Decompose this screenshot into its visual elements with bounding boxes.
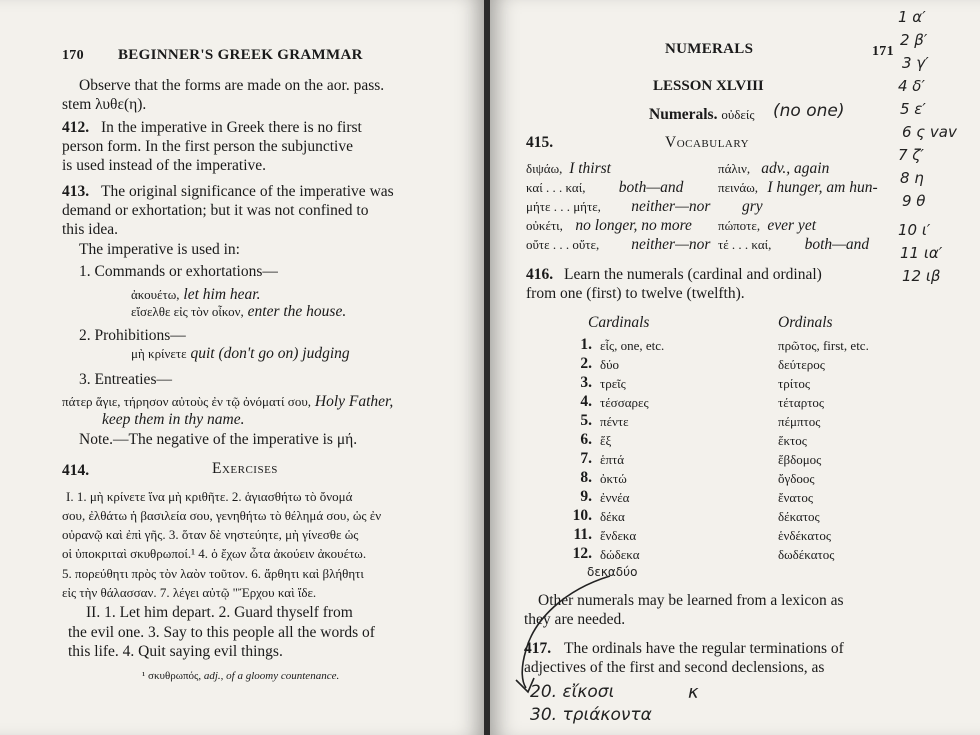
- right-page: [490, 0, 980, 735]
- section-number: 413.: [62, 183, 90, 200]
- lesson-title: LESSON XLVIII: [653, 78, 764, 94]
- numeral-index: 9.: [580, 488, 592, 505]
- handwritten-note: 30. τριάκοντα: [530, 705, 652, 725]
- section-number: 414.: [62, 462, 90, 479]
- vocab-greek: καί . . . καί,: [526, 180, 586, 195]
- vocab-translation: adv., again: [761, 160, 830, 177]
- note: Note.—The negative of the imperative is μή.: [79, 431, 358, 448]
- paragraph-line: they are needed.: [524, 611, 626, 628]
- translation: let him hear.: [183, 286, 261, 303]
- ordinal: τρίτος: [778, 376, 811, 391]
- cardinal: δώδεκα: [600, 547, 640, 562]
- subject-line: [649, 106, 755, 124]
- exercise-line: οὐρανῷ καὶ ἐπὶ γῆς. 3. ὅταν δὲ νηστεύητε, μὴ γίνεσθε ὡς: [62, 527, 359, 542]
- numeral-index: 7.: [580, 450, 592, 467]
- margin-numeral-note: 12 ιβ: [902, 267, 941, 285]
- margin-numeral-note: 2 β′: [900, 31, 928, 49]
- running-head: BEGINNER'S GREEK GRAMMAR: [118, 47, 363, 63]
- list-item: 3. Entreaties—: [79, 371, 172, 388]
- vocab-greek: τέ . . . καί,: [718, 237, 772, 252]
- paragraph-line: this idea.: [62, 221, 118, 238]
- ordinal: ἕκτος: [778, 433, 807, 448]
- ordinal: δεύτερος: [778, 357, 825, 372]
- list-item: 2. Prohibitions—: [79, 327, 186, 344]
- ordinal: πέμπτος: [778, 414, 821, 429]
- page-number: 171: [872, 44, 894, 59]
- cardinal: ἐννέα: [600, 490, 630, 505]
- greek-text: οὐδείς: [721, 107, 755, 122]
- intro-line: Observe that the forms are made on the aor. pass.: [79, 77, 385, 94]
- ordinal: δέκατος: [778, 509, 820, 524]
- vocab-greek: οὔτε . . . οὔτε,: [526, 237, 600, 252]
- exercise-line: II. 1. Let him depart. 2. Guard thyself from: [86, 604, 353, 621]
- vocab-translation: I hunger, am hun-: [767, 179, 878, 196]
- vocab-greek: πάλιν,: [718, 161, 751, 176]
- section-number: 417.: [524, 640, 552, 657]
- cardinal: εἷς, one, etc.: [600, 338, 665, 353]
- example-line: [62, 393, 393, 411]
- handwritten-note: 20. εἴκοσι: [530, 682, 615, 702]
- vocab-translation: neither—nor: [631, 198, 711, 215]
- vocab-greek: μήτε . . . μήτε,: [526, 199, 601, 214]
- cardinal: τέσσαρες: [600, 395, 649, 410]
- section-number: 416.: [526, 266, 554, 283]
- intro-line: stem λυθε(η).: [62, 96, 147, 113]
- paragraph-line: The original significance of the imperative was: [101, 183, 394, 200]
- footnote-text: adj., of a gloomy countenance.: [203, 670, 340, 682]
- section-number: 415.: [526, 134, 554, 151]
- numeral-index: 12.: [572, 545, 592, 562]
- vocab-translation: both—and: [618, 179, 684, 196]
- paragraph-line: Learn the numerals (cardinal and ordinal): [564, 266, 822, 283]
- handwritten-note: κ: [688, 682, 699, 703]
- left-page: [0, 0, 484, 735]
- ordinal: δωδέκατος: [778, 547, 835, 562]
- cardinal: ὀκτώ: [600, 471, 627, 486]
- cardinal: δύο: [600, 357, 620, 372]
- exercise-line: εἰς τὴν θάλασσαν. 7. λέγει αὐτῷ "Ἔρχου καὶ ἴδε.: [62, 585, 317, 600]
- column-header: Cardinals: [588, 314, 650, 331]
- greek-text: μὴ κρίνετε: [131, 346, 187, 361]
- paragraph-line: demand or exhortation; but it was not confined to: [62, 202, 369, 219]
- margin-numeral-note: 6 ς vav: [902, 123, 957, 141]
- exercise-line: I. 1. μὴ κρίνετε ἵνα μὴ κριθῆτε. 2. ἁγιασθήτω τὸ ὄνομά: [66, 489, 353, 504]
- vocab-translation: neither—nor: [631, 236, 711, 253]
- vocab-translation: both—and: [804, 236, 870, 253]
- paragraph-line: The ordinals have the regular terminations of: [564, 640, 844, 657]
- margin-numeral-note: 9 θ: [902, 192, 926, 210]
- vocab-translation: I thirst: [569, 160, 611, 177]
- example-line: [131, 303, 346, 321]
- greek-text: εἴσελθε εἰς τὸν οἶκον,: [131, 304, 244, 319]
- section-title: Vocabulary: [665, 134, 750, 151]
- list-item: 1. Commands or exhortations—: [79, 263, 278, 280]
- example-line: [131, 286, 260, 304]
- cardinal: πέντε: [600, 414, 629, 429]
- exercise-line: this life. 4. Quit saying evil things.: [68, 643, 283, 660]
- vocab-translation: gry: [742, 198, 763, 215]
- greek-text: ἀκουέτω,: [131, 287, 180, 302]
- paragraph-line: is used instead of the imperative.: [62, 157, 267, 174]
- numeral-index: 4.: [580, 393, 592, 410]
- section-number: 412.: [62, 119, 90, 136]
- ordinal: τέταρτος: [778, 395, 825, 410]
- ordinal: πρῶτος, first, etc.: [778, 338, 869, 353]
- ordinal: ἑνδέκατος: [778, 528, 832, 543]
- footnote: [142, 667, 339, 685]
- numeral-index: 1.: [580, 336, 592, 353]
- footnote-greek: ¹ σκυθρωπός,: [142, 670, 202, 682]
- exercise-line: 5. πορεύθητι πρὸς τὸν λαὸν τοῦτον. 6. ἄρθητι καὶ βλήθητι: [62, 566, 364, 581]
- subject-label: Numerals.: [649, 106, 718, 123]
- numeral-index: 6.: [580, 431, 592, 448]
- running-head: NUMERALS: [665, 41, 754, 57]
- exercise-line: σου, ἐλθάτω ἡ βασιλεία σου, γενηθήτω τὸ θέλημά σου, ὡς ἐν: [62, 508, 382, 523]
- numeral-index: 2.: [580, 355, 592, 372]
- paragraph-line: In the imperative in Greek there is no first: [101, 119, 362, 136]
- exercise-line: οἱ ὑποκριταὶ σκυθρωποί.¹ 4. ὁ ἔχων ὦτα ἀκούειν ἀκουέτω.: [62, 546, 367, 561]
- cardinal: τρεῖς: [600, 376, 626, 391]
- ordinal: ἕβδομος: [778, 452, 822, 467]
- greek-text: πάτερ ἅγιε, τήρησον αὐτοὺς ἐν τῷ ὀνόματί σου,: [62, 394, 311, 409]
- section-title: Exercises: [212, 460, 278, 477]
- translation: enter the house.: [247, 303, 347, 320]
- cardinal: ἑπτά: [600, 452, 625, 467]
- column-header: Ordinals: [778, 314, 833, 331]
- translation: Holy Father,: [314, 393, 394, 410]
- exercise-line: the evil one. 3. Say to this people all the words of: [68, 624, 375, 641]
- paragraph-line: Other numerals may be learned from a lexicon as: [538, 592, 844, 609]
- translation: quit (don't go on) judging: [190, 345, 350, 362]
- margin-numeral-note: 4 δ′: [898, 77, 925, 95]
- margin-numeral-note: 1 α′: [898, 8, 926, 26]
- paragraph-line: from one (first) to twelve (twelfth).: [526, 285, 745, 302]
- vocab-greek: πώποτε,: [718, 218, 761, 233]
- numeral-index: 11.: [573, 526, 592, 543]
- paragraph-line: The imperative is used in:: [79, 241, 240, 258]
- cardinal: ἕνδεκα: [600, 528, 637, 543]
- vocab-translation: ever yet: [767, 217, 817, 234]
- translation: keep them in thy name.: [102, 411, 245, 428]
- paragraph-line: adjectives of the first and second declensions, as: [524, 659, 825, 676]
- example-line: [131, 345, 350, 363]
- vocab-greek: διψάω,: [526, 161, 563, 176]
- numeral-index: 3.: [580, 374, 592, 391]
- page-number: 170: [62, 48, 84, 63]
- margin-numeral-note: 5 ε′: [900, 100, 926, 118]
- cardinal: δέκα: [600, 509, 625, 524]
- vocab-translation: no longer, no more: [575, 217, 692, 234]
- margin-numeral-note: 11 ια′: [900, 244, 943, 262]
- margin-numeral-note: 3 γ′: [902, 54, 929, 72]
- margin-numeral-note: 10 ι′: [898, 221, 931, 239]
- handwritten-arrow: [504, 570, 624, 710]
- margin-numeral-note: 8 η: [900, 169, 924, 187]
- vocab-greek: πεινάω,: [718, 180, 759, 195]
- handwritten-note: (no one): [773, 101, 845, 121]
- vocab-greek: οὐκέτι,: [526, 218, 563, 233]
- margin-numeral-note: 7 ζ′: [898, 146, 924, 164]
- cardinal: ἕξ: [600, 433, 612, 448]
- ordinal: ὄγδοος: [778, 471, 815, 486]
- numeral-index: 8.: [580, 469, 592, 486]
- numeral-index: 10.: [572, 507, 592, 524]
- handwritten-note: δεκαδύο: [587, 565, 638, 579]
- paragraph-line: person form. In the first person the subjunctive: [62, 138, 353, 155]
- ordinal: ἔνατος: [778, 490, 814, 505]
- numeral-index: 5.: [580, 412, 592, 429]
